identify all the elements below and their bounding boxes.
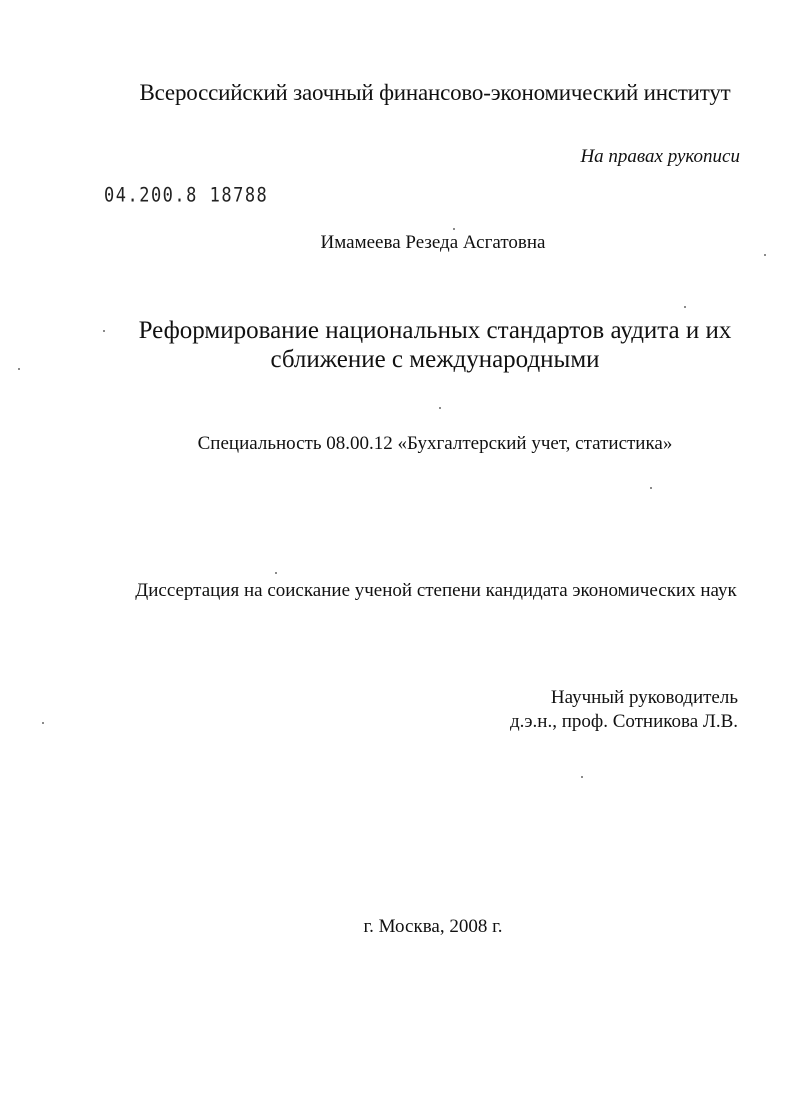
supervisor-label: Научный руководитель [550,687,738,708]
supervisor-name: д.э.н., проф. Сотникова Л.В. [509,711,738,732]
city-year: г. Москва, 2008 г. [363,916,503,937]
scan-speck [684,306,686,308]
registration-stamp: 04.200.8 18788 [104,184,269,207]
institute-name: Всероссийский заочный финансово-экономический институт [139,80,731,105]
scan-speck [764,254,766,256]
manuscript-note: На правах рукописи [580,146,740,167]
dissertation-degree-line: Диссертация на соискание ученой степени кандидата экономических наук [135,580,737,601]
speciality-line: Специальность 08.00.12 «Бухгалтерский учет, статистика» [197,433,673,454]
scan-speck [650,487,652,489]
scan-speck [103,330,105,332]
author-name: Имамеева Резеда Асгатовна [320,232,546,253]
scan-speck [18,368,20,370]
title-line: сближение с международными [270,346,600,373]
scan-speck [581,776,583,778]
scientific-supervisor [510,686,738,734]
scan-speck [42,722,44,724]
title-line: Реформирование национальных стандартов аудита и их [138,317,732,344]
scan-speck [439,407,441,409]
scan-speck [453,228,455,230]
dissertation-title [0,316,796,374]
scan-speck [275,572,277,574]
